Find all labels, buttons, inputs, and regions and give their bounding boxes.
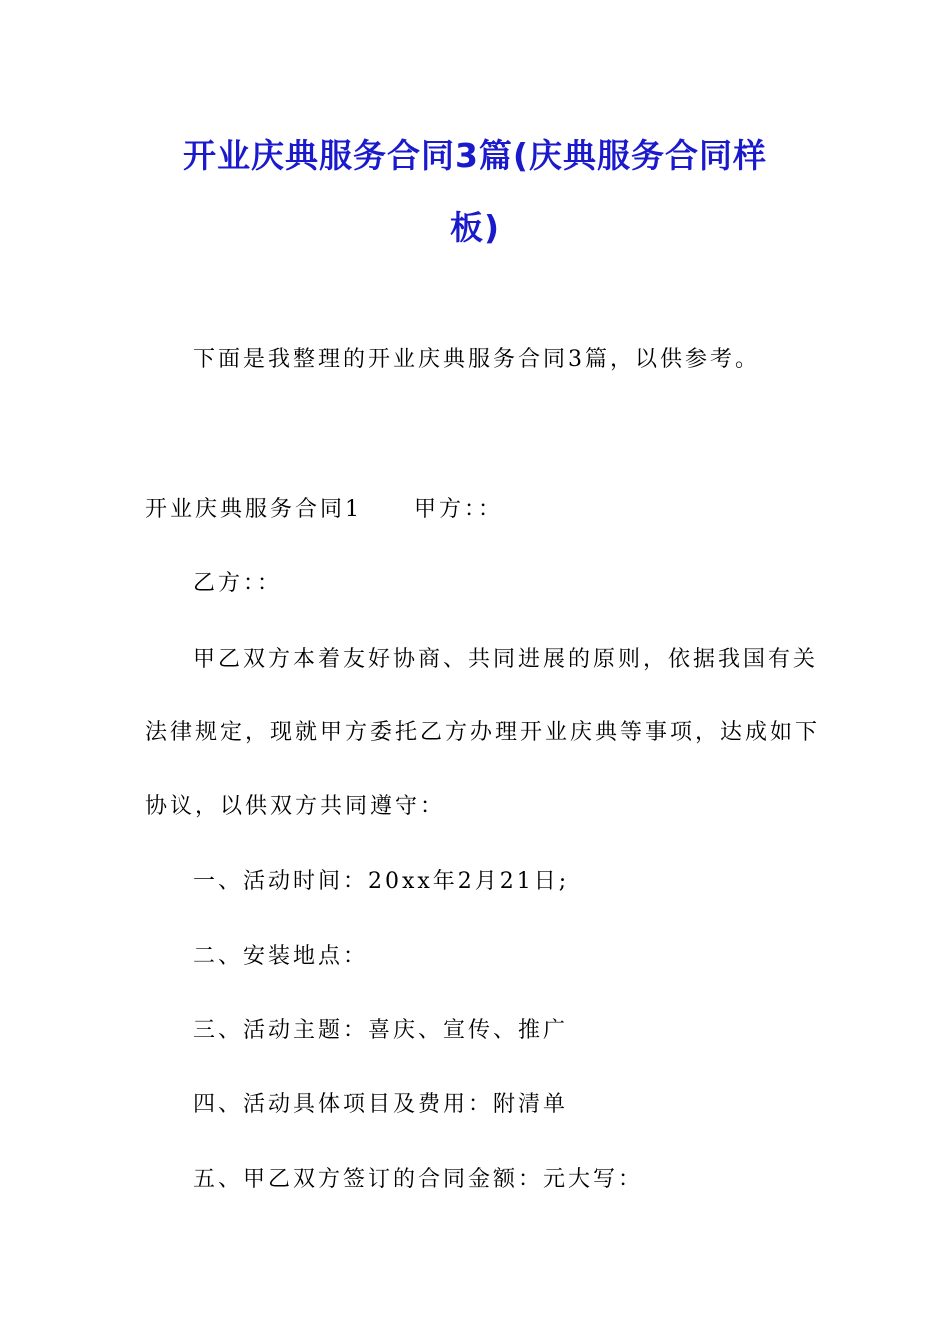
party-a-label: 甲方：： (414, 497, 504, 522)
document-title-line-1: 开业庆典服务合同3篇(庆典服务合同样 (182, 136, 768, 175)
paragraph-line: 协议，以供双方共同遵守： (145, 794, 446, 819)
clause-item: 一、活动时间：20xx年2月21日; (193, 869, 570, 894)
clause-item: 二、安装地点： (193, 944, 369, 969)
document-title-line-2: 板) (449, 208, 501, 247)
paragraph-line: 甲乙双方本着友好协商、共同进展的原则，依据我国有关 (193, 647, 819, 672)
contract-heading-row (145, 495, 503, 525)
clause-item: 三、活动主题：喜庆、宣传、推广 (193, 1018, 569, 1043)
intro-paragraph: 下面是我整理的开业庆典服务合同3篇，以供参考。 (193, 347, 760, 372)
clause-item: 四、活动具体项目及费用：附清单 (193, 1092, 569, 1117)
party-b-label: 乙方：： (193, 571, 283, 596)
clause-item: 五、甲乙双方签订的合同金额：元大写： (193, 1167, 644, 1192)
contract-heading: 开业庆典服务合同1 (145, 497, 362, 522)
paragraph-line: 法律规定，现就甲方委托乙方办理开业庆典等事项，达成如下 (145, 720, 821, 745)
